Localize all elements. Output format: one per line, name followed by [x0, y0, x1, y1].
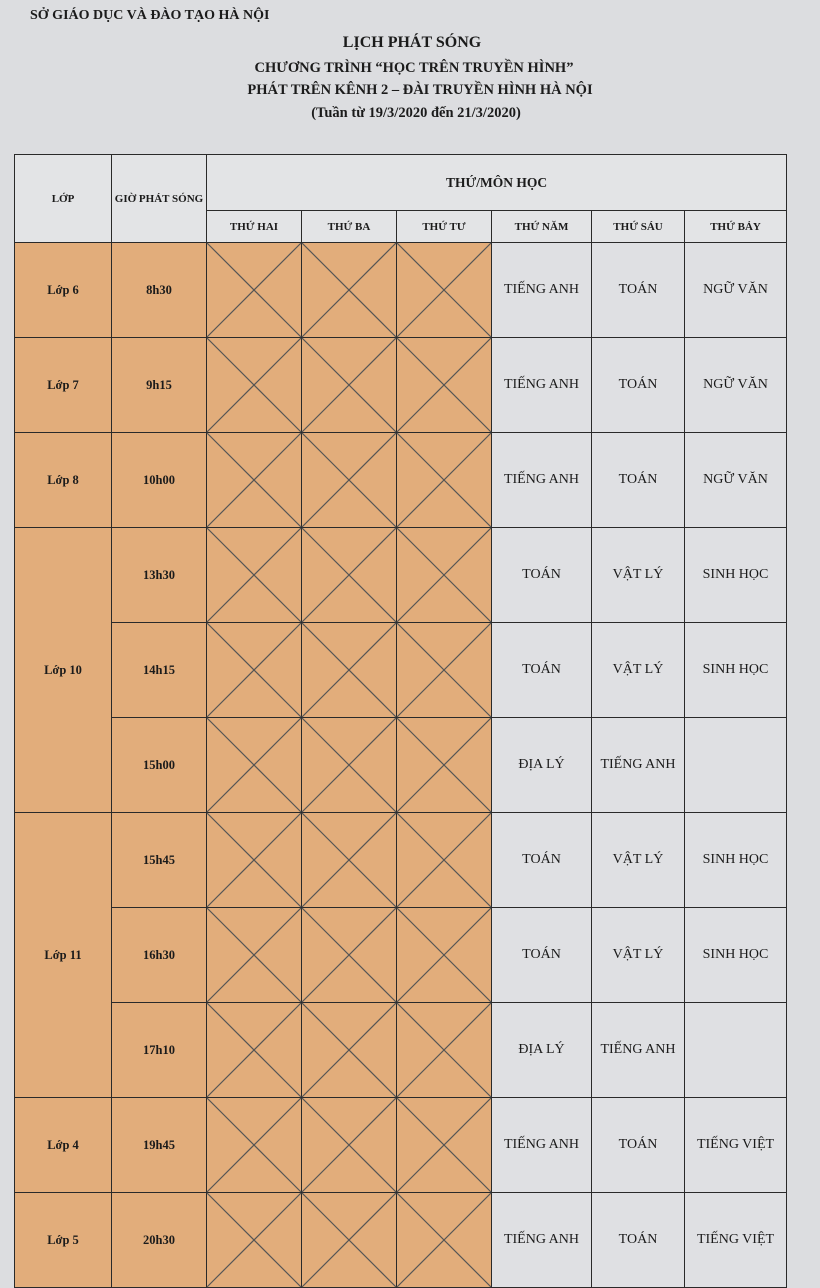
no-broadcast-cell [302, 623, 397, 718]
cross-mark-icon [397, 243, 491, 337]
subject-cell: TIẾNG ANH [592, 718, 685, 813]
subject-cell: TOÁN [592, 243, 685, 338]
cross-mark-icon [302, 338, 396, 432]
broadcast-time-cell: 20h30 [112, 1193, 207, 1288]
subject-cell: TOÁN [592, 338, 685, 433]
subject-cell: TIẾNG ANH [592, 1003, 685, 1098]
cross-mark-icon [207, 243, 301, 337]
cross-mark-icon [397, 433, 491, 527]
table-row [15, 1193, 787, 1288]
column-header-thu-sau: THỨ SÁU [592, 211, 685, 243]
table-row [15, 813, 787, 908]
subject-cell: TIẾNG ANH [492, 243, 592, 338]
cross-mark-icon [302, 813, 396, 907]
no-broadcast-cell [207, 813, 302, 908]
subject-cell: VẬT LÝ [592, 813, 685, 908]
no-broadcast-cell [302, 338, 397, 433]
subject-cell: TOÁN [492, 528, 592, 623]
no-broadcast-cell [397, 528, 492, 623]
no-broadcast-cell [207, 908, 302, 1003]
no-broadcast-cell [302, 813, 397, 908]
column-header-broadcast-time: GIỜ PHÁT SÓNG [112, 155, 207, 243]
table-row [15, 433, 787, 528]
subject-cell: TOÁN [592, 1098, 685, 1193]
broadcast-time-cell: 15h45 [112, 813, 207, 908]
broadcast-channel: PHÁT TRÊN KÊNH 2 – ĐÀI TRUYỀN HÌNH HÀ NỘI [247, 82, 593, 98]
broadcast-time-cell: 13h30 [112, 528, 207, 623]
broadcast-time-cell: 17h10 [112, 1003, 207, 1098]
subject-cell: TIẾNG ANH [492, 1193, 592, 1288]
cross-mark-icon [397, 338, 491, 432]
cross-mark-icon [207, 908, 301, 1002]
no-broadcast-cell [397, 908, 492, 1003]
column-header-thu-nam: THỨ NĂM [492, 211, 592, 243]
no-broadcast-cell [397, 623, 492, 718]
cross-mark-icon [397, 1193, 491, 1287]
subject-cell: TOÁN [492, 813, 592, 908]
column-header-day-subject: THỨ/MÔN HỌC [207, 155, 787, 211]
subject-cell [685, 718, 787, 813]
no-broadcast-cell [207, 623, 302, 718]
no-broadcast-cell [397, 338, 492, 433]
no-broadcast-cell [207, 528, 302, 623]
no-broadcast-cell [397, 433, 492, 528]
subject-cell: ĐỊA LÝ [492, 1003, 592, 1098]
no-broadcast-cell [397, 1098, 492, 1193]
cross-mark-icon [207, 623, 301, 717]
organization-name: SỞ GIÁO DỤC VÀ ĐÀO TẠO HÀ NỘI [30, 8, 270, 23]
broadcast-time-cell: 16h30 [112, 908, 207, 1003]
class-cell: Lớp 6 [15, 243, 112, 338]
no-broadcast-cell [397, 243, 492, 338]
column-header-thu-tu: THỨ TƯ [397, 211, 492, 243]
no-broadcast-cell [302, 1098, 397, 1193]
subject-cell: SINH HỌC [685, 528, 787, 623]
no-broadcast-cell [207, 1098, 302, 1193]
subject-cell: VẬT LÝ [592, 908, 685, 1003]
no-broadcast-cell [207, 718, 302, 813]
no-broadcast-cell [207, 243, 302, 338]
table-row [15, 243, 787, 338]
broadcast-time-cell: 15h00 [112, 718, 207, 813]
cross-mark-icon [397, 623, 491, 717]
table-row [15, 623, 787, 718]
subject-cell: SINH HỌC [685, 908, 787, 1003]
cross-mark-icon [397, 718, 491, 812]
no-broadcast-cell [397, 813, 492, 908]
cross-mark-icon [397, 1003, 491, 1097]
subject-cell: ĐỊA LÝ [492, 718, 592, 813]
subject-cell: SINH HỌC [685, 813, 787, 908]
no-broadcast-cell [207, 1003, 302, 1098]
subject-cell: TIẾNG ANH [492, 433, 592, 528]
cross-mark-icon [207, 1003, 301, 1097]
cross-mark-icon [302, 1098, 396, 1192]
broadcast-time-cell: 10h00 [112, 433, 207, 528]
subject-cell: TOÁN [592, 1193, 685, 1288]
subject-cell: TOÁN [492, 623, 592, 718]
cross-mark-icon [207, 1193, 301, 1287]
program-name: CHƯƠNG TRÌNH “HỌC TRÊN TRUYỀN HÌNH” [254, 60, 574, 76]
cross-mark-icon [302, 623, 396, 717]
no-broadcast-cell [302, 528, 397, 623]
no-broadcast-cell [302, 1193, 397, 1288]
subject-cell: NGỮ VĂN [685, 338, 787, 433]
class-cell: Lớp 11 [15, 813, 112, 1098]
cross-mark-icon [397, 1098, 491, 1192]
subject-cell: NGỮ VĂN [685, 243, 787, 338]
cross-mark-icon [397, 813, 491, 907]
no-broadcast-cell [302, 243, 397, 338]
column-header-thu-ba: THỨ BA [302, 211, 397, 243]
cross-mark-icon [302, 718, 396, 812]
no-broadcast-cell [397, 1193, 492, 1288]
subject-cell: VẬT LÝ [592, 528, 685, 623]
no-broadcast-cell [207, 338, 302, 433]
no-broadcast-cell [302, 433, 397, 528]
table-row [15, 718, 787, 813]
cross-mark-icon [397, 528, 491, 622]
table-row [15, 908, 787, 1003]
cross-mark-icon [207, 718, 301, 812]
cross-mark-icon [397, 908, 491, 1002]
no-broadcast-cell [207, 433, 302, 528]
subject-cell: VẬT LÝ [592, 623, 685, 718]
no-broadcast-cell [302, 718, 397, 813]
table-row [15, 1098, 787, 1193]
column-header-thu-bay: THỨ BẢY [685, 211, 787, 243]
broadcast-time-cell: 8h30 [112, 243, 207, 338]
subject-cell: TOÁN [592, 433, 685, 528]
cross-mark-icon [302, 528, 396, 622]
class-cell: Lớp 10 [15, 528, 112, 813]
broadcast-schedule-table [14, 154, 787, 1288]
subject-cell: SINH HỌC [685, 623, 787, 718]
subject-cell: TIẾNG VIỆT [685, 1098, 787, 1193]
cross-mark-icon [302, 908, 396, 1002]
cross-mark-icon [207, 1098, 301, 1192]
class-cell: Lớp 4 [15, 1098, 112, 1193]
class-cell: Lớp 5 [15, 1193, 112, 1288]
no-broadcast-cell [207, 1193, 302, 1288]
class-cell: Lớp 8 [15, 433, 112, 528]
week-range: (Tuần từ 19/3/2020 đến 21/3/2020) [311, 105, 521, 121]
class-cell: Lớp 7 [15, 338, 112, 433]
subject-cell: TIẾNG ANH [492, 338, 592, 433]
column-header-thu-hai: THỨ HAI [207, 211, 302, 243]
subject-cell: TIẾNG VIỆT [685, 1193, 787, 1288]
no-broadcast-cell [397, 718, 492, 813]
column-header-lop: LỚP [15, 155, 112, 243]
table-row [15, 528, 787, 623]
table-row [15, 1003, 787, 1098]
subject-cell: TIẾNG ANH [492, 1098, 592, 1193]
broadcast-time-cell: 14h15 [112, 623, 207, 718]
subject-cell: TOÁN [492, 908, 592, 1003]
cross-mark-icon [302, 1193, 396, 1287]
subject-cell [685, 1003, 787, 1098]
no-broadcast-cell [302, 908, 397, 1003]
subject-cell: NGỮ VĂN [685, 433, 787, 528]
no-broadcast-cell [302, 1003, 397, 1098]
broadcast-time-cell: 19h45 [112, 1098, 207, 1193]
cross-mark-icon [207, 338, 301, 432]
cross-mark-icon [207, 813, 301, 907]
schedule-title: LỊCH PHÁT SÓNG [342, 34, 482, 51]
cross-mark-icon [302, 433, 396, 527]
no-broadcast-cell [397, 1003, 492, 1098]
table-row [15, 338, 787, 433]
cross-mark-icon [207, 528, 301, 622]
broadcast-time-cell: 9h15 [112, 338, 207, 433]
cross-mark-icon [302, 243, 396, 337]
cross-mark-icon [207, 433, 301, 527]
cross-mark-icon [302, 1003, 396, 1097]
